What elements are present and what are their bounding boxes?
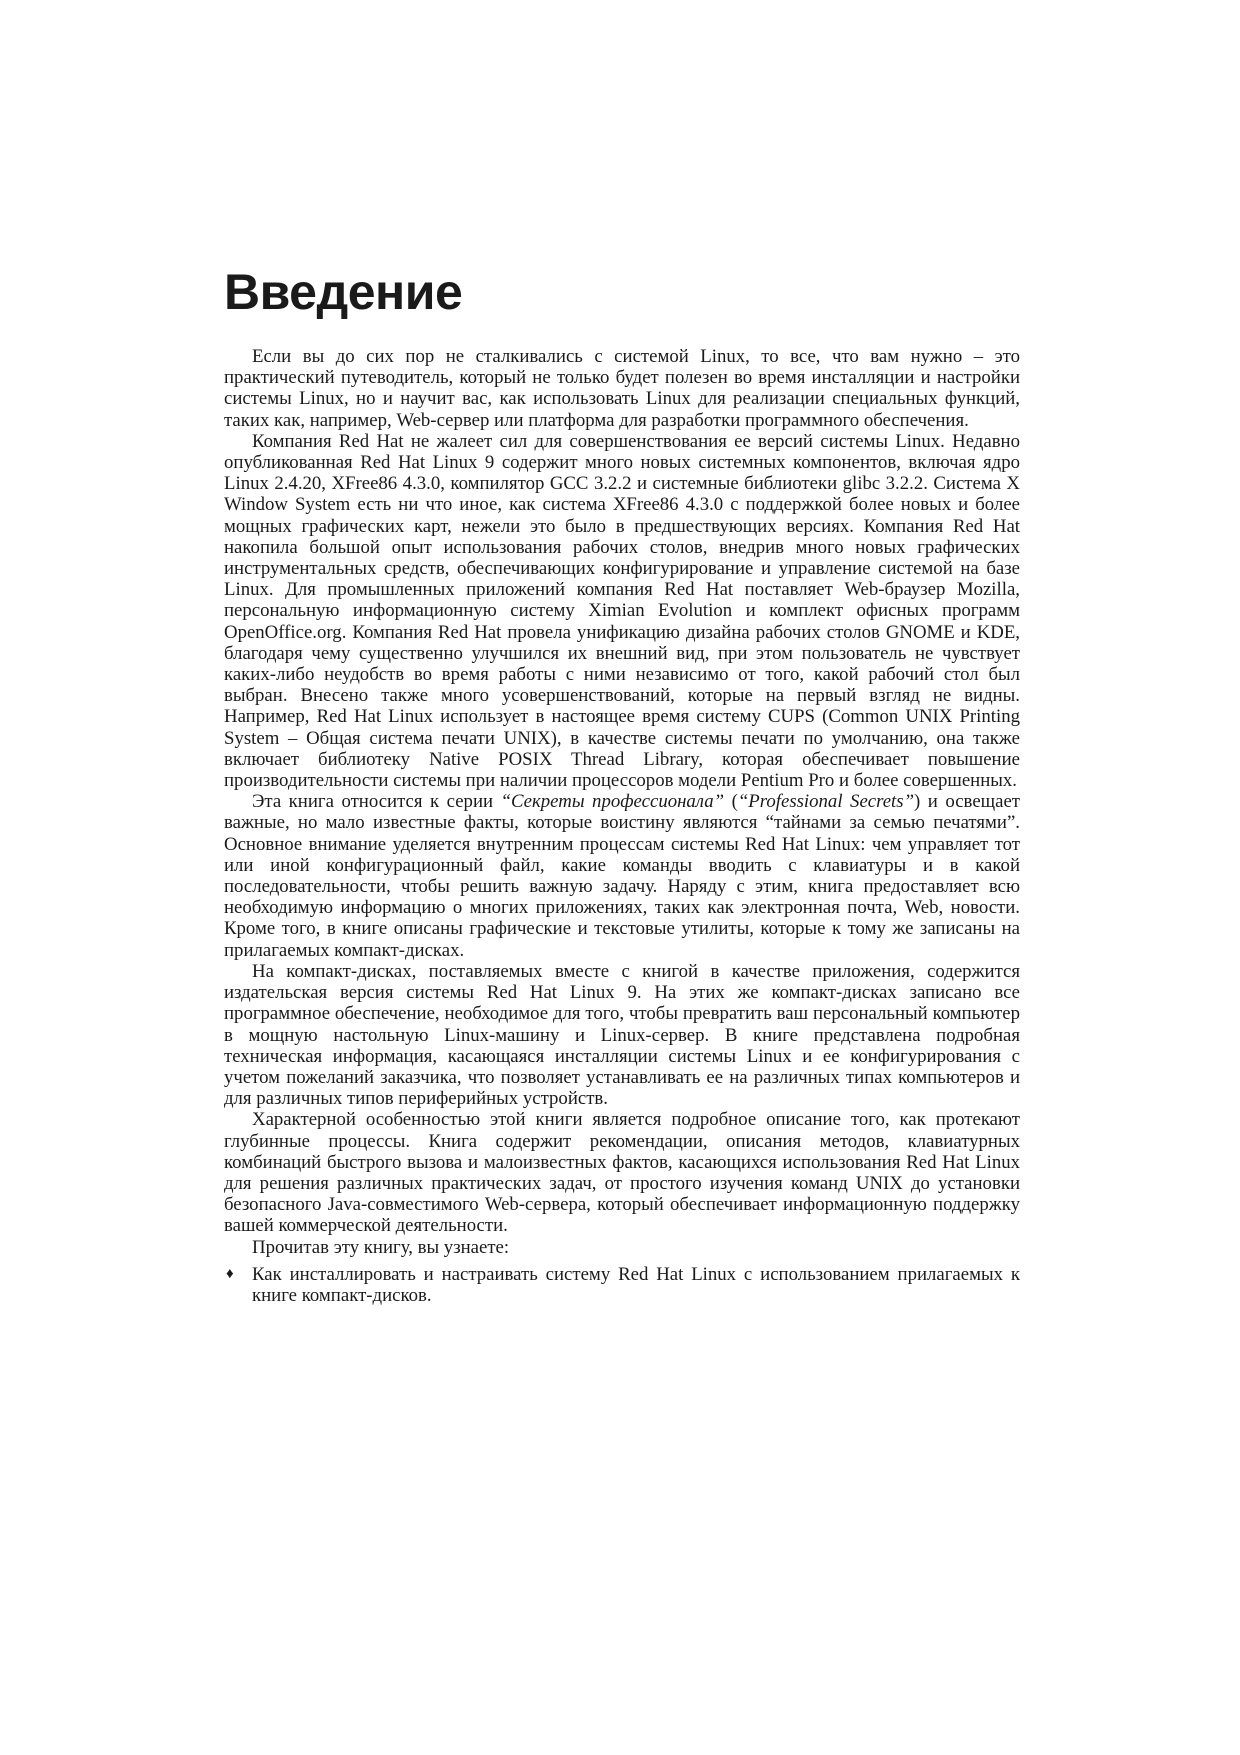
paragraph-cd-contents: На компакт-дисках, поставляемых вместе с книгой в качестве приложения, содержится издательская версия системы Red Hat Linux 9. На этих же компакт-дисках записано все программное обеспечение, необходимое для того, чтобы превратить ваш персональный компьютер в мощную настольную Linux-машину и Linux-сервер. В книге представлена подробная техническая информация, касающаяся инсталляции системы Linux и ее конфигурирования с учетом пожеланий заказчика, что позволяет устанавливать ее на различных типах компьютеров и для различных типов периферийных устройств. bbox=[224, 960, 1020, 1110]
paragraph-list-intro: Прочитав эту книгу, вы узнаете: bbox=[252, 1236, 510, 1258]
series-name-ru: “Секреты профессионала” bbox=[500, 791, 725, 813]
paragraph-book-features: Характерной особенностью этой книги является подробное описание того, как протекают глубинные процессы. Книга содержит рекомендации, описания методов, клавиатурных комбинаций быстрого вызова и малоизвестных фактов, касающихся использования Red Hat Linux для решения различных практических задач, от простого изучения команд UNIX до установки безопасного Java-совместимого Web-сервера, который обеспечивает информационную поддержку вашей коммерческой деятельности. bbox=[224, 1109, 1020, 1237]
paragraph-book-series bbox=[224, 791, 1020, 961]
paragraph-red-hat-features: Компания Red Hat не жалеет сил для совершенствования ее версий системы Linux. Недавно опубликованная Red Hat Linux 9 содержит много новых системных компонентов, включая ядро Linux 2.4.20, XFree86 4.3.0, компилятор GCC 3.2.2 и системные библиотеки glibc 3.2.2. Система X Window System есть ни что иное, как система XFree86 4.3.0 с поддержкой более новых и более мощных графических карт, нежели это было в предшествующих версиях. Компания Red Hat накопила большой опыт использования рабочих столов, внедрив много новых графических инструментальных средств, обеспечивающих конфигурирование и управление системой на базе Linux. Для промышленных приложений компания Red Hat поставляет Web-браузер Mozilla, персональную информационную систему Ximian Evolution и комплект офисных программ OpenOffice.org. Компания Red Hat провела унификацию дизайна рабочих столов GNOME и KDE, благодаря чему существенно улучшился их внешний вид, при этом пользователь не чувствует каких-либо неудобств во время работы с ними независимо от того, какой рабочий стол был выбран. Внесено также много усовершенствований, которые на первый взгляд не видны. Например, Red Hat Linux использует в настоящее время систему CUPS (Common UNIX Printing System – Общая система печати UNIX), в качестве системы печати по умолчанию, она также включает библиотеку Native POSIX Thread Library, которая обеспечивает повышение производительности системы при наличии процессоров модели Pentium Pro и более совершенных. bbox=[224, 430, 1020, 792]
series-rest-text: ) и освещает важные, но мало известные факты, которые воистину являются “тайнами за семью печатями”. Основное внимание уделяется внутренним процессам системы Red Hat Linux: чем управляет тот или иной конфигурационный файл, какие команды вводить с клавиатуры и в какой последовательности, чтобы решить важную задачу. Наряду с этим, книга предоставляет всю необходимую информацию о многих приложениях, таких как электронная почта, Web, новости. Кроме того, в книге описаны графические и текстовые утилиты, которые к тому же записаны на прилагаемых компакт-дисках. bbox=[224, 791, 1020, 961]
page-title: Введение bbox=[224, 264, 463, 320]
list-item bbox=[224, 1264, 1020, 1306]
topics-list bbox=[224, 1264, 1020, 1306]
body-text bbox=[224, 346, 1020, 1306]
series-paren-open: ( bbox=[724, 791, 738, 813]
list-item-text: Как инсталлировать и настраивать систему Red Hat Linux с использованием прилагаемых к книге компакт-дисков. bbox=[252, 1263, 1020, 1306]
series-name-en: “Professional Secrets” bbox=[737, 791, 915, 813]
series-lead-text: Эта книга относится к серии bbox=[252, 791, 501, 813]
page-content bbox=[224, 262, 1020, 1306]
paragraph-intro: Если вы до сих пор не сталкивались с системой Linux, то все, что вам нужно – это практический путеводитель, который не только будет полезен во время инсталляции и настройки системы Linux, но и научит вас, как использовать Linux для реализации специальных функций, таких как, например, Web-сервер или платформа для разработки программного обеспечения. bbox=[224, 346, 1020, 431]
diamond-bullet-icon: ♦ bbox=[226, 1265, 234, 1282]
